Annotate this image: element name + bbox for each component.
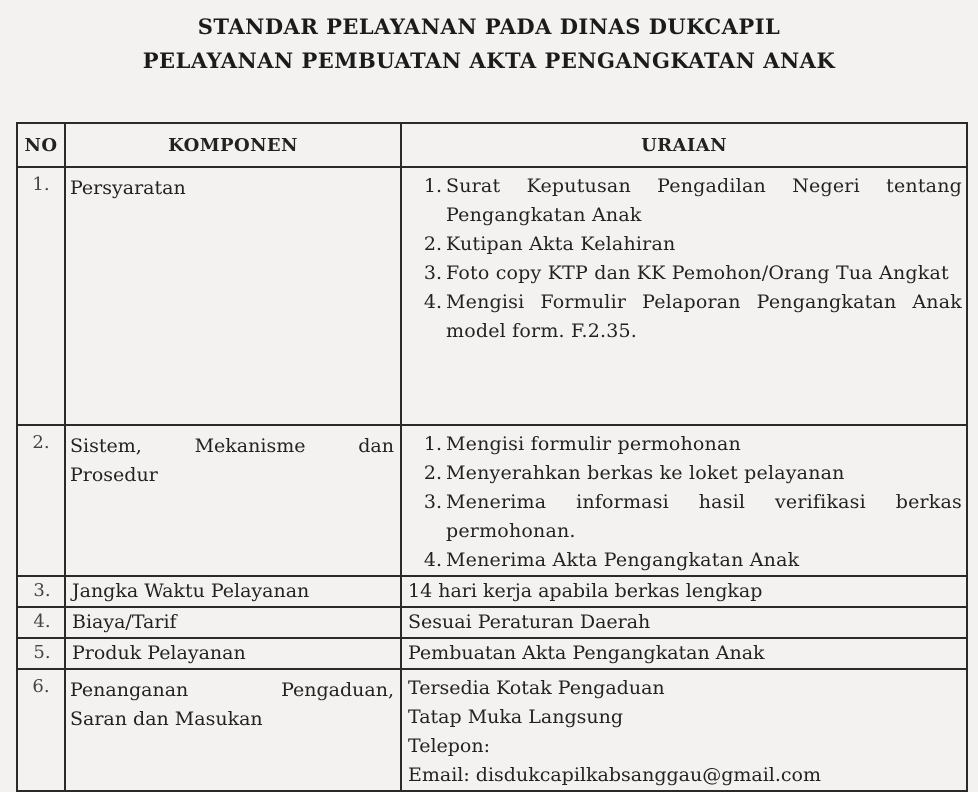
table-row [17,669,967,791]
service-standard-table [16,122,968,792]
list-item-text: Mengisi Formulir Pelaporan Pengangkatan Anak model form. F.2.35. [446,291,962,342]
list-item [408,488,962,546]
list-item [408,230,962,259]
complaint-channel: Tersedia Kotak Pengaduan [408,677,665,699]
uraian-cell: Pembuatan Akta Pengangkatan Anak [401,638,967,669]
komponen-line: Sistem, Mekanisme dan [70,435,394,457]
row-number: 6. [17,669,65,791]
uraian-cell: 14 hari kerja apabila berkas lengkap [401,576,967,607]
table-row [17,607,967,638]
list-item-text: Menyerahkan berkas ke loket pelayanan [446,462,845,484]
complaint-channel: Telepon: [408,735,491,757]
komponen-cell: Jangka Waktu Pelayanan [65,576,401,607]
uraian-cell [401,669,967,791]
requirements-list [408,172,962,346]
procedure-list [408,430,962,575]
komponen-cell: Persyaratan [65,167,401,425]
list-item [408,288,962,346]
uraian-cell: Sesuai Peraturan Daerah [401,607,967,638]
row-number: 3. [17,576,65,607]
list-item-text: Foto copy KTP dan KK Pemohon/Orang Tua Angkat [446,262,949,284]
complaint-email: Email: disdukcapilkabsanggau@gmail.com [408,764,821,786]
list-item [408,430,962,459]
list-item-text: Menerima Akta Pengangkatan Anak [446,549,800,571]
table-row [17,425,967,576]
komponen-cell: Produk Pelayanan [65,638,401,669]
row-number: 2. [17,425,65,576]
komponen-cell [65,425,401,576]
table-row [17,638,967,669]
list-item-number: 1. [423,175,442,197]
list-item-text: Kutipan Akta Kelahiran [446,233,676,255]
complaint-channel: Tatap Muka Langsung [408,706,623,728]
list-item-number: 1. [423,433,442,455]
table-header-row [17,123,967,167]
list-item-text: Mengisi formulir permohonan [446,433,741,455]
komponen-cell [65,669,401,791]
list-item [408,546,962,575]
uraian-cell [401,167,967,425]
list-item [408,459,962,488]
komponen-line: Saran dan Masukan [70,708,263,730]
list-item-number: 4. [423,549,442,571]
table-row [17,576,967,607]
column-header-komponen: KOMPONEN [65,123,401,167]
column-header-no: NO [17,123,65,167]
list-item-number: 3. [423,262,442,284]
komponen-line: Penanganan Pengaduan, [70,679,394,701]
list-item-number: 3. [423,491,442,513]
row-number: 5. [17,638,65,669]
list-item-text: Menerima informasi hasil verifikasi berkas permohonan. [446,491,962,542]
list-item-number: 2. [423,462,442,484]
list-item-text: Surat Keputusan Pengadilan Negeri tentang Pengangkatan Anak [446,175,962,226]
document-title-line-2: PELAYANAN PEMBUATAN AKTA PENGANGKATAN ANAK [142,48,836,73]
row-number: 4. [17,607,65,638]
row-number: 1. [17,167,65,425]
list-item-number: 2. [423,233,442,255]
document-title-line-1: STANDAR PELAYANAN PADA DINAS DUKCAPIL [197,14,781,39]
list-item-number: 4. [423,291,442,313]
list-item [408,172,962,230]
uraian-cell [401,425,967,576]
komponen-line: Prosedur [70,464,158,486]
komponen-cell: Biaya/Tarif [65,607,401,638]
table-row [17,167,967,425]
list-item [408,259,962,288]
column-header-uraian: URAIAN [401,123,967,167]
